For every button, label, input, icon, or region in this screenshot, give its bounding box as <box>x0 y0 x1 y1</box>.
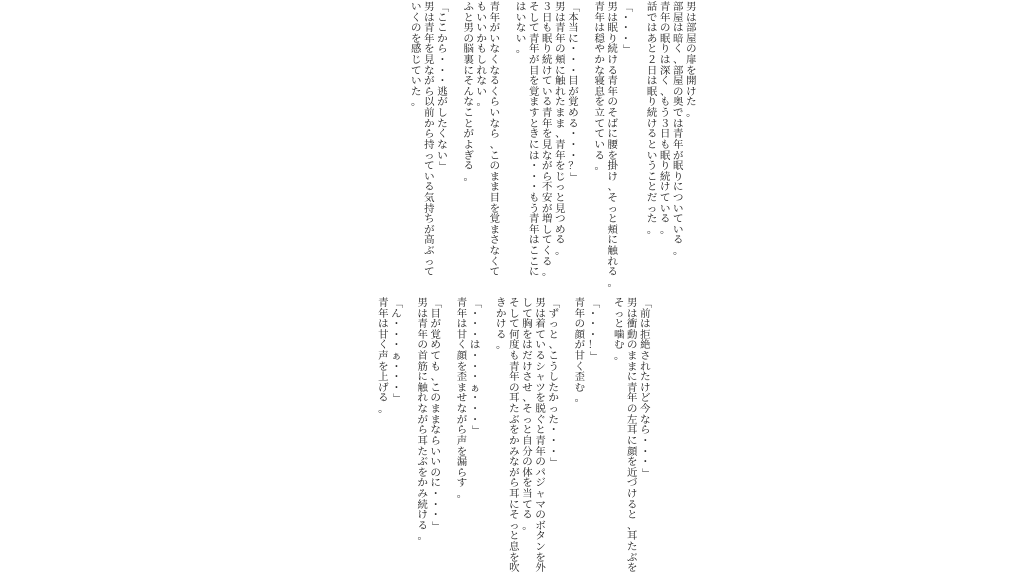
lower_block-line: そ っ と 噛 む 。 <box>613 297 625 363</box>
upper_block-line: 部 屋 は 暗 く 、 部 屋 の 奥 で は 青 年 が 眠 り に つ い て い る 。 <box>673 1 684 258</box>
upper_block-line: 「 本 当 に ・ ・ ・ 目 が 覚 め る ・ ・ ・ ？ 」 <box>567 1 580 183</box>
lower_block-line: 「 ・ ・ ・ ！ 」 <box>587 297 600 362</box>
upper_block-line: い く の を 感 じ て い た 。 <box>411 1 422 109</box>
lower_block-line: 「 ず っ と 、 こ う し た か っ た ・ ・ ・ 」 <box>548 297 561 468</box>
upper_block-line: ふ と 男 の 脳 裏 に そ ん な こ と が よ ぎ る 。 <box>463 1 475 183</box>
lower_block-line: 青 年 の 顔 が 甘 く 歪 む 。 <box>574 297 586 405</box>
lower_block-line: 「 ん ・ ・ ・ ぁ ・ ・ ・ 」 <box>390 297 403 405</box>
lower_block-line: 男 は 青 年 の 首 筋 に 触 れ な が ら 耳 た ぶ を か み 続 け る 。 <box>417 297 429 543</box>
upper_block-line: 青 年 が い な く な る く ら い な ら 、 こ の ま ま 目 を 覚 ま さ な く て <box>489 1 501 279</box>
lower_block-line: そ し て 何 度 も 青 年 の 耳 た ぶ を か み な が ら 耳 に そ っ と 息 を 吹 <box>509 297 520 575</box>
lower_block-line: 男 は 着 て い る シ ャ ツ を 脱 ぐ と 青 年 の パ ジ ャ マ の ボ タ ン を 外 <box>535 297 547 575</box>
upper_block-line: 男 は 青 年 の 頬 に 触 れ た ま ま 、 青 年 を じ っ と 見 つ め る 。 <box>555 1 566 258</box>
lower_block-line: 「 ・ ・ ・ は ・ ・ ・ ぁ ・ ・ ・ 」 <box>469 297 482 436</box>
upper_block-line: 青 年 の 眠 り は 深 く 、 も う ３ 日 も 眠 り 続 け て い る 。 <box>659 1 671 236</box>
upper_block-line: 男 は 青 年 を 見 な が ら 以 前 か ら 持 っ て い る 気 持 ち が 高 ぶ っ て <box>424 1 435 279</box>
upper_block-line: ３ 日 も 眠 り 続 け て い る 青 年 を 見 な が ら 不 安 が 増 し て く る 。 <box>542 1 553 279</box>
upper_block-line: 男 は 眠 り 続 け る 青 年 の そ ば に 腰 を 掛 け 、 そ っ と 頬 に 触 れ る 。 <box>607 1 619 289</box>
lower_block-line: 青 年 は 甘 く 顔 を 歪 ま せ な が ら 声 を 漏 ら す 。 <box>456 297 468 500</box>
lower_block-line: 「 目 が 覚 め て も 、 こ の ま ま な ら い い の に ・ ・ ・ 」 <box>430 297 443 532</box>
lower_block-line: 男 は 衝 動 の ま ま に 青 年 の 左 耳 に 顔 を 近 づ け る と 、 耳 た ぶ を <box>627 297 638 575</box>
upper_block-line: 青 年 は 穏 や か な 寝 息 を 立 て て い る 。 <box>594 1 606 173</box>
upper_block-line: 話 で は あ と ２ 日 は 眠 り 続 け る と い う こ と だ っ た 。 <box>646 1 658 236</box>
upper_block-line: そ し て 青 年 が 目 を 覚 ま す と き に は ・ ・ ・ も う 青 年 は こ こ に <box>528 1 540 279</box>
lower_block-line: き か け る 。 <box>496 297 507 352</box>
lower_block-line: 「 前 は 拒 絶 さ れ た け ど 今 な ら ・ ・ ・ 」 <box>639 297 652 479</box>
lower_block-line: 青 年 は 甘 く 声 を 上 げ る 。 <box>378 297 389 416</box>
upper_block-line: 「 こ こ か ら ・ ・ ・ 逃 が し た く な い 」 <box>436 1 449 172</box>
upper_block-line: 男 は 部 屋 の 扉 を 開 け た 。 <box>686 1 697 120</box>
upper_block-line: 「 ・ ・ ・ 」 <box>620 1 633 56</box>
lower_block-line: し て 胸 を は だ け さ せ 、 そ っ と 自 分 の 体 を 当 て る 。 <box>522 297 533 532</box>
document-page <box>240 0 785 576</box>
upper_block-line: も い い か も し れ な い 。 <box>476 1 488 109</box>
upper_block-line: は い な い 。 <box>515 1 527 56</box>
